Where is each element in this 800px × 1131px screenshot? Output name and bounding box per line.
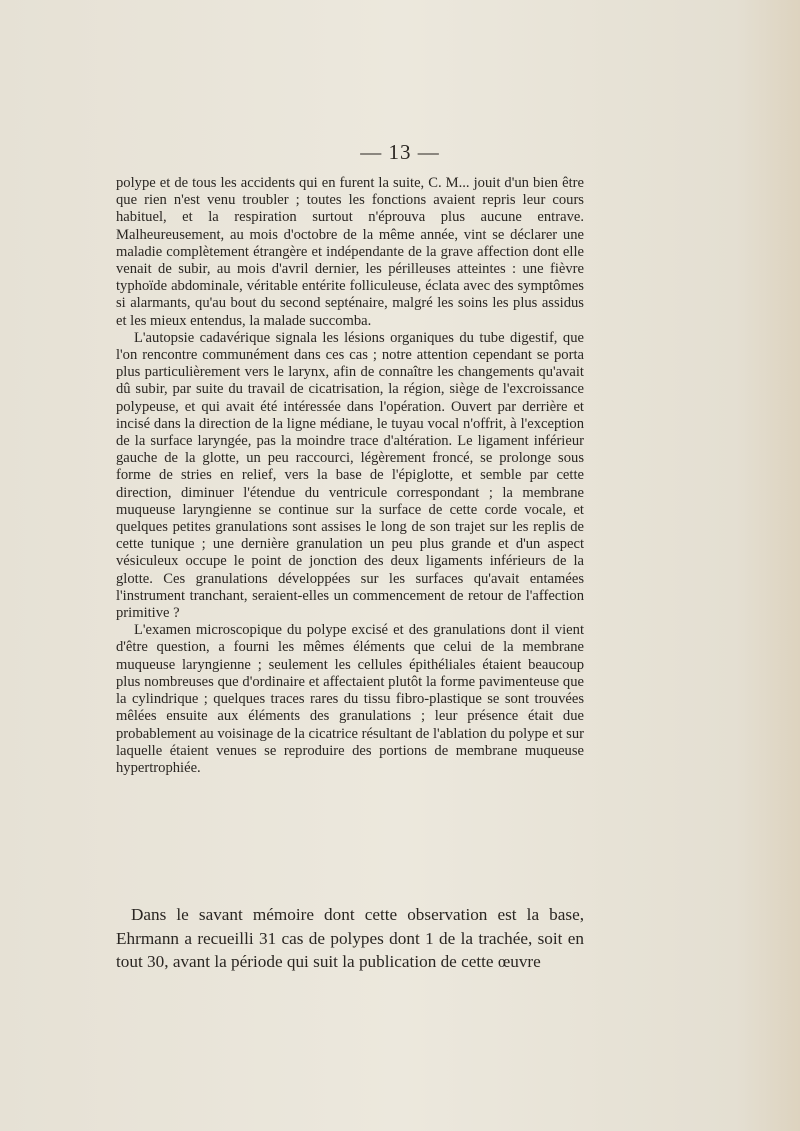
body-text	[116, 175, 584, 777]
paragraph-1: polype et de tous les accidents qui en furent la suite, C. M... jouit d'un bien être que rien n'est venu troubler ; toutes les fonctions avaient repris leur cours habituel, et la respiration surtout n'éprouva plus aucune entrave. Malheureusement, au mois d'octobre de la même année, vint se déclarer une maladie complètement étrangère et indépendante de la grave affection dont elle venait de subir, au mois d'avril dernier, les périlleuses atteintes : une fièvre typhoïde abdominale, véritable entérite folliculeuse, éclata avec des symptômes si alarmants, qu'au bout du second septénaire, malgré les soins les plus assidus et les mieux entendus, la malade succomba.	[116, 175, 584, 329]
large-paragraph: Dans le savant mémoire dont cette observation est la base, Ehrmann a recueilli 31 cas de polypes dont 1 de la trachée, soit en tout 30, avant la période qui suit la publication de cette œuvre	[116, 905, 584, 972]
large-text-block	[116, 903, 584, 974]
page-number: — 13 —	[360, 140, 440, 164]
paragraph-2: L'autopsie cadavérique signala les lésions organiques du tube digestif, que l'on rencontre communément dans ces cas ; notre attention cependant se porta plus particulièrement vers le larynx, afin de connaître les changements qu'avait dû subir, par suite du travail de cicatrisation, la région, siège de l'excroissance polypeuse, et qui avait été intéressée dans l'opération. Ouvert par derrière et incisé dans la direction de la ligne médiane, le tuyau vocal n'offrit, à l'exception de la surface laryngée, pas la moindre trace d'altération. Le ligament inférieur gauche de la glotte, un peu raccourci, légèrement froncé, se prolonge sous forme de stries en relief, vers la base de l'épiglotte, et semble par cette direction, diminuer l'étendue du ventricule correspondant ; la membrane muqueuse laryngienne se continue sur la surface de cette corde vocale, et quelques petites granulations sont assises le long de son trajet sur les replis de cette tunique ; une dernière granulation un peu plus grande et d'un aspect vésiculeux occupe le point de jonction des deux ligaments inférieurs de la glotte. Ces granulations développées sur les surfaces qu'avait entamées l'instrument tranchant, seraient-elles un commencement de retour de l'affection primitive ?	[116, 329, 584, 622]
paragraph-3: L'examen microscopique du polype excisé et des granulations dont il vient d'être question, a fourni les mêmes éléments que celui de la membrane muqueuse laryngienne ; seulement les cellules épithéliales étaient beaucoup plus nombreuses que d'ordinaire et affectaient plutôt la forme pavimenteuse que la cylindrique ; quelques traces rares du tissu fibro-plastique se sont trouvées mêlées ensuite aux éléments des granulations ; leur présence était due probablement au voisinage de la cicatrice résultant de l'ablation du polype et sur laquelle étaient venues se reproduire des portions de membrane muqueuse hypertrophiée.	[116, 622, 584, 776]
